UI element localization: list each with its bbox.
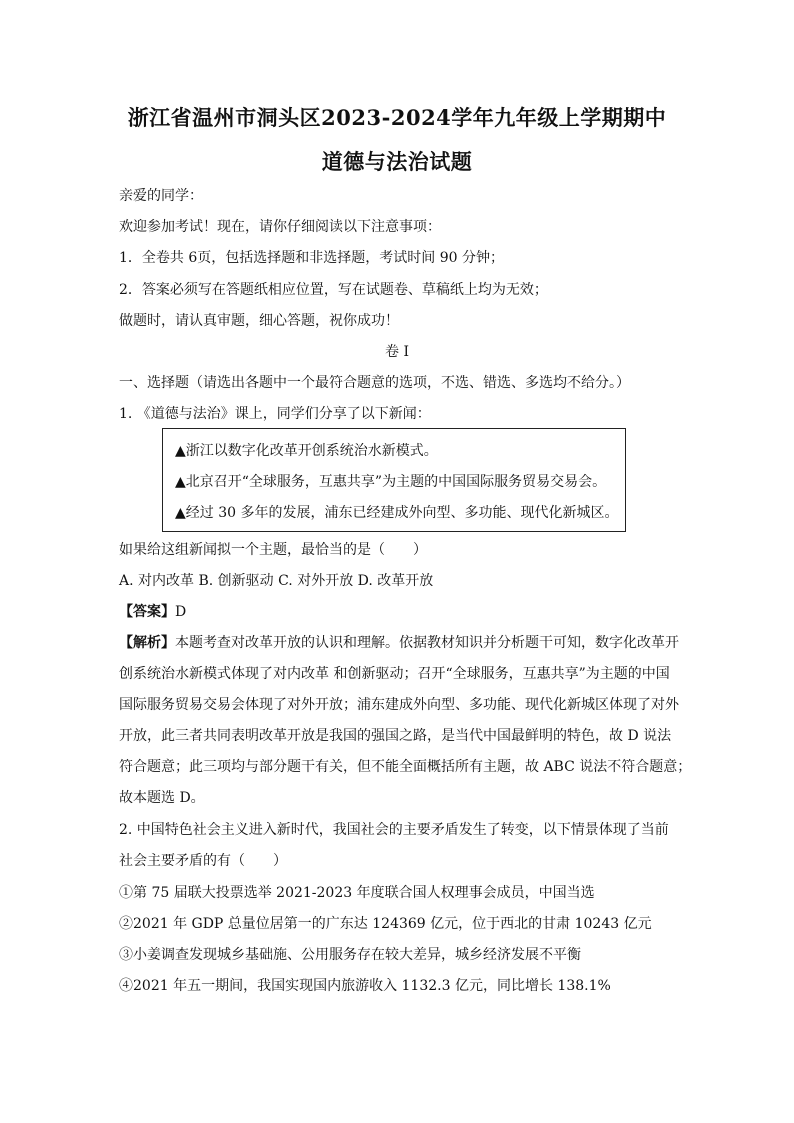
news-item: ▲经过 30 多年的发展，浦东已经建成外向型、多功能、现代化新城区。 bbox=[175, 505, 619, 521]
analysis-text: 开放，此三者共同表明改革开放是我国的强国之路，是当代中国最鲜明的特色，故 D 说法 bbox=[119, 728, 672, 744]
question-2-stem: 2. 中国特色社会主义进入新时代，我国社会的主要矛盾发生了转变，以下情景体现了当前 bbox=[119, 822, 669, 838]
analysis-text: 本题考查对改革开放的认识和理解。依据教材知识并分析题干可知，数字化改革开 bbox=[175, 635, 679, 651]
answer-value: D bbox=[175, 604, 187, 620]
question-2-item: ①第 75 届联大投票选举 2021-2023 年度联合国人权理事会成员，中国当选 bbox=[119, 885, 595, 901]
news-item: ▲北京召开“全球服务，互惠共享”为主题的中国国际服务贸易交易会。 bbox=[175, 474, 607, 490]
section-heading: 一、选择题（请选出各题中一个最符合题意的选项，不选、错选、多选均不给分。） bbox=[119, 375, 630, 391]
question-1-options: A. 对内改革 B. 创新驱动 C. 对外开放 D. 改革开放 bbox=[119, 573, 434, 589]
analysis-text: 创系统治水新模式体现了对内改革 和创新驱动；召开“全球服务，互惠共享”为主题的中国 bbox=[119, 666, 670, 682]
volume-heading: 卷 I bbox=[385, 344, 409, 360]
question-1-prompt: 如果给这组新闻拟一个主题，最恰当的是（ ） bbox=[119, 542, 427, 558]
analysis-text: 故本题选 D。 bbox=[119, 790, 205, 806]
question-2-stem: 社会主要矛盾的有（ ） bbox=[119, 853, 287, 869]
welcome-text: 欢迎参加考试！现在，请你仔细阅读以下注意事项： bbox=[119, 219, 441, 235]
greeting: 亲爱的同学： bbox=[119, 188, 203, 204]
note-2: 2．答案必须写在答题纸相应位置，写在试题卷、草稿纸上均为无效； bbox=[119, 282, 548, 298]
answer-line bbox=[119, 603, 679, 621]
good-luck-text: 做题时，请认真审题，细心答题，祝你成功！ bbox=[119, 313, 399, 329]
question-2-item: ③小姜调查发现城乡基础施、公用服务存在较大差异，城乡经济发展不平衡 bbox=[119, 947, 581, 963]
answer-label: 【答案】 bbox=[119, 604, 175, 620]
exam-title-line1: 浙江省温州市洞头区2023-2024学年九年级上学期期中 bbox=[127, 105, 667, 130]
exam-title-line2: 道德与法治试题 bbox=[321, 149, 473, 174]
question-1-stem: 1. 《道德与法治》课上，同学们分享了以下新闻： bbox=[119, 406, 431, 422]
analysis-line bbox=[119, 634, 679, 652]
question-2-item: ②2021 年 GDP 总量位居第一的广东达 124369 亿元，位于西北的甘肃 10243 亿元 bbox=[119, 916, 652, 932]
news-box bbox=[162, 428, 626, 532]
note-1: 1．全卷共 6页，包括选择题和非选择题，考试时间 90 分钟； bbox=[119, 250, 504, 266]
analysis-label: 【解析】 bbox=[119, 635, 175, 651]
news-item: ▲浙江以数字化改革开创系统治水新模式。 bbox=[175, 443, 438, 459]
question-2-item: ④2021 年五一期间，我国实现国内旅游收入 1132.3 亿元，同比增长 138.1% bbox=[119, 978, 611, 994]
analysis-text: 符合题意；此三项均与部分题干有关，但不能全面概括所有主题，故 ABC 说法不符合题意； bbox=[119, 759, 692, 775]
analysis-text: 国际服务贸易交易会体现了对外开放；浦东建成外向型、多功能、现代化新城区体现了对外 bbox=[119, 697, 679, 713]
